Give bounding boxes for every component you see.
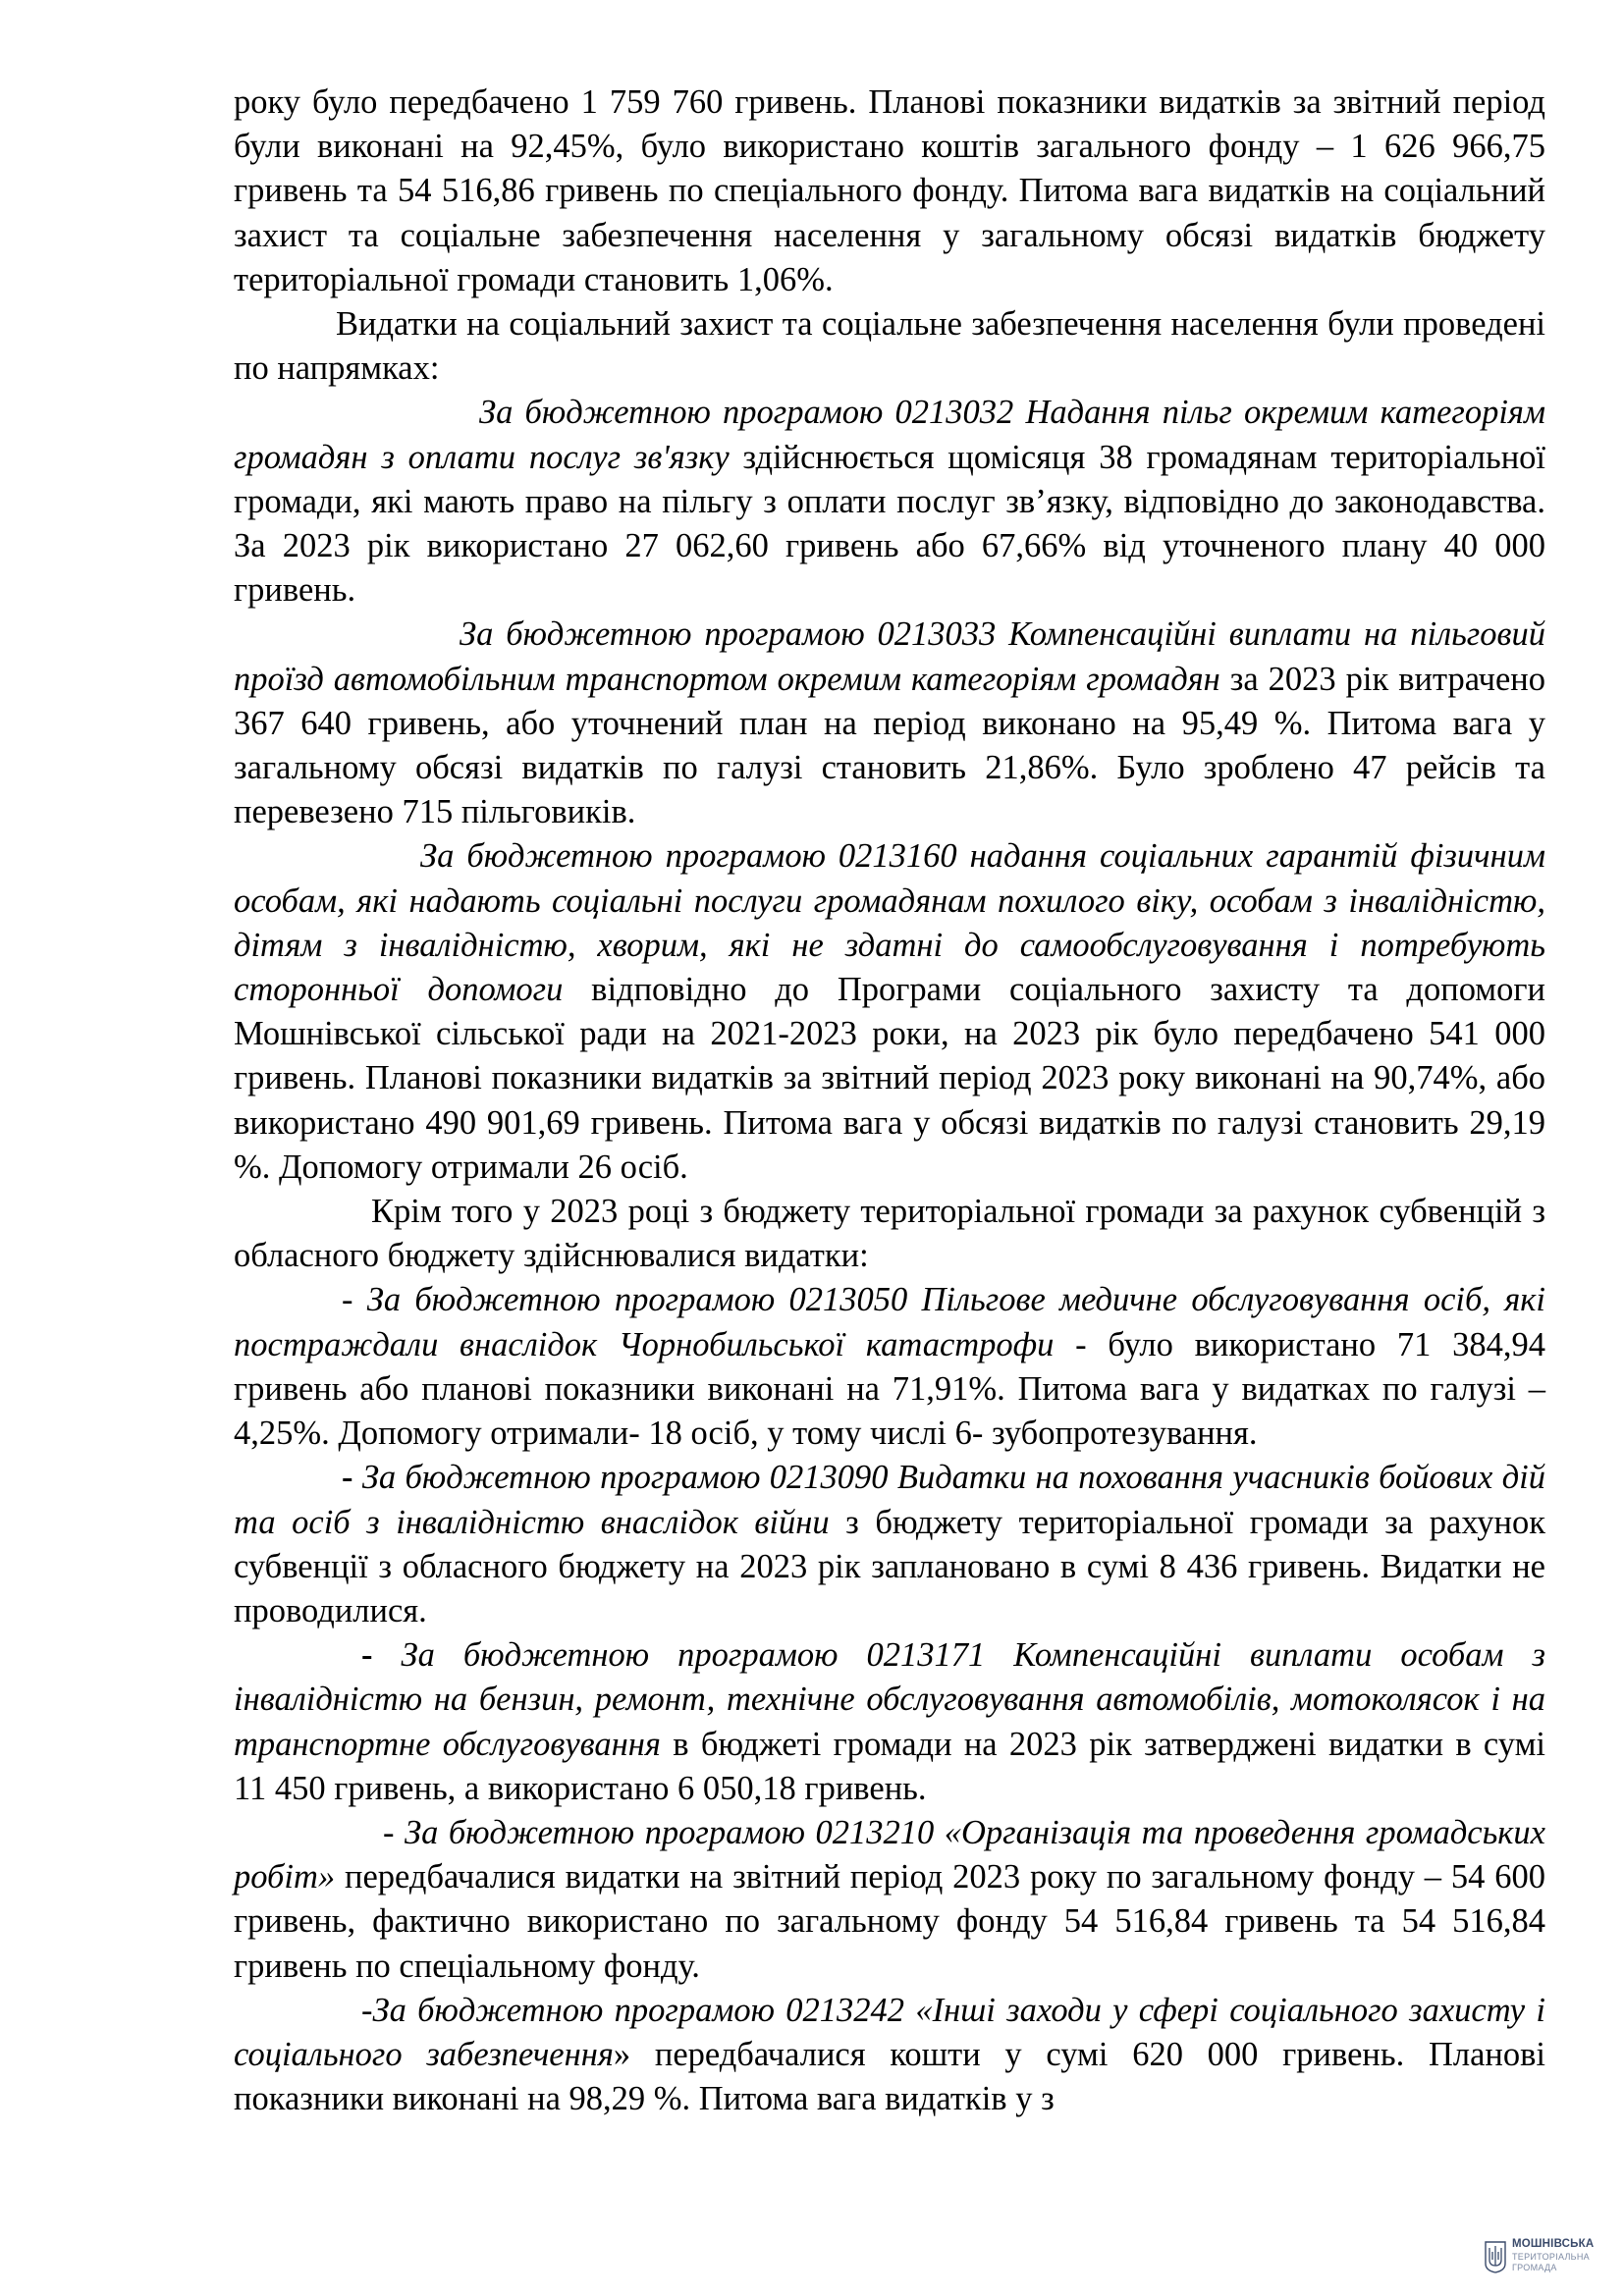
list-dash: - [361,1636,402,1675]
logo-line-2: ТЕРИТОРІАЛЬНА [1512,2252,1590,2262]
program-title: За бюджетною програмою 0213033 Компенсаційні виплати на пільговий проїзд автомобільним транспортом окремим категоріям громадян [234,615,1545,698]
paragraph-program-0213033 [234,613,1545,834]
list-dash: - [342,1459,362,1497]
logo-line-3: ГРОМАДА [1512,2263,1557,2272]
paragraph-program-0213160 [234,834,1545,1190]
trident-crest-icon [1485,2240,1506,2273]
program-title: За бюджетною програмою 0213090 Видатки на поховання учасників бойових дій та осіб з інвалідністю внаслідок війни [234,1459,1545,1541]
paragraph-budget-summary [234,80,1545,302]
program-title: За бюджетною програмою 0213160 надання соціальних гарантій фізичним особам, які надають соціальні послуги громадянам похилого віку, особам з інвалідністю, дітям з інвалідністю, хворим, які не здатні до самообслуговування і потребують сторонньої допомоги [234,837,1545,1009]
list-dash: - [342,1281,367,1319]
paragraph-text: відповідно до Програми соціального захисту та допомоги Мошнівської сільської ради на 2021-2023 роки, на 2023 рік було передбачено 541 000 гривень. Планові показники видатків за звітний період 2023 року виконані на 90,74%, або використано 490 901,69 гривень. Питома вага у обсязі видатків по галузі становить 29,19 %. Допомогу отримали 26 осіб. [234,971,1545,1186]
paragraph-text: Крім того у 2023 році з бюджету територіальної громади за рахунок субвенцій з обласного бюджету здійснювалися видатки: [234,1193,1545,1275]
paragraph-program-0213171 [234,1633,1545,1811]
paragraph-text: року було передбачено 1 759 760 гривень. Планові показники видатків за звітний період були виконані на 92,45%, було використано коштів загального фонду – 1 626 966,75 гривень та 54 516,86 гривень по спеціального фонду. Питома вага видатків на соціальний захист та соціальне забезпечення населення у загальному обсязі видатків бюджету територіальної громади становить 1,06%. [234,83,1545,298]
document-body [234,80,1545,2121]
paragraph-program-0213242 [234,1989,1545,2122]
paragraph-text: передбачалися кошти у сумі 620 000 гривень. Планові показники виконані на 98,29 %. Питома вага видатків у з [234,2035,1545,2118]
program-title: - За бюджетною програмою 0213210 «Організація та проведення громадських робіт» [234,1813,1545,1896]
community-logo [1485,2236,1622,2285]
paragraph-text: в бюджеті громади на 2023 рік затверджені видатки в сумі 11 450 гривень, а використано 6 050,18 гривень. [234,1725,1545,1807]
logo-line-1: МОШНІВСЬКА [1512,2238,1595,2250]
program-title: -За бюджетною програмою 0213242 «Інші заходи у сфері соціального захисту і соціального забезпечення [234,1991,1545,2073]
program-title: За бюджетною програмою 0213050 Пільгове медичне обслуговування осіб, які постраждали внаслідок Чорнобильської катастрофи [234,1281,1545,1363]
closing-quote: » [613,2035,631,2073]
paragraph-directions-intro [234,302,1545,391]
paragraph-program-0213050 [234,1278,1545,1456]
program-title: За бюджетною програмою 0213171 Компенсаційні виплати особам з інвалідністю на бензин, ремонт, технічне обслуговування автомобілів, мотоколясок і на транспортне обслуговування [234,1636,1545,1763]
paragraph-text: - було використано 71 384,94 гривень або планові показники виконані на 71,91%. Питома вага у видатках по галузі – 4,25%. Допомогу отримали- 18 осіб, у тому числі 6- зубопротезування. [234,1325,1545,1453]
paragraph-program-0213210 [234,1811,1545,1989]
paragraph-text: передбачалися видатки на звітний період 2023 року по загальному фонду – 54 600 гривень, фактично використано по загальному фонду 54 516,84 гривень та 54 516,84 гривень по спеціальному фонду. [234,1858,1545,1985]
paragraph-subventions-intro [234,1190,1545,1278]
paragraph-program-0213032 [234,391,1545,613]
paragraph-text: Видатки на соціальний захист та соціальне забезпечення населення були проведені по напрямках: [234,305,1545,388]
paragraph-text: здійснюється щомісяця 38 громадянам територіальної громади, які мають право на пільгу з оплати послуг зв’язку, відповідно до законодавства. За 2023 рік використано 27 062,60 гривень або 67,66% від уточненого плану 40 000 гривень. [234,438,1545,610]
program-title: За бюджетною програмою 0213032 Надання пільг окремим категоріям громадян з оплати послуг зв'язку [234,394,1545,476]
paragraph-program-0213090 [234,1456,1545,1633]
paragraph-text: за 2023 рік витрачено 367 640 гривень, або уточнений план на період виконано на 95,49 %. Питома вага у загальному обсязі видатків по галузі становить 21,86%. Було зроблено 47 рейсів та перевезено 715 пільговиків. [234,660,1545,831]
paragraph-text: з бюджету територіальної громади за рахунок субвенції з обласного бюджету на 2023 рік заплановано в сумі 8 436 гривень. Видатки не проводилися. [234,1503,1545,1629]
